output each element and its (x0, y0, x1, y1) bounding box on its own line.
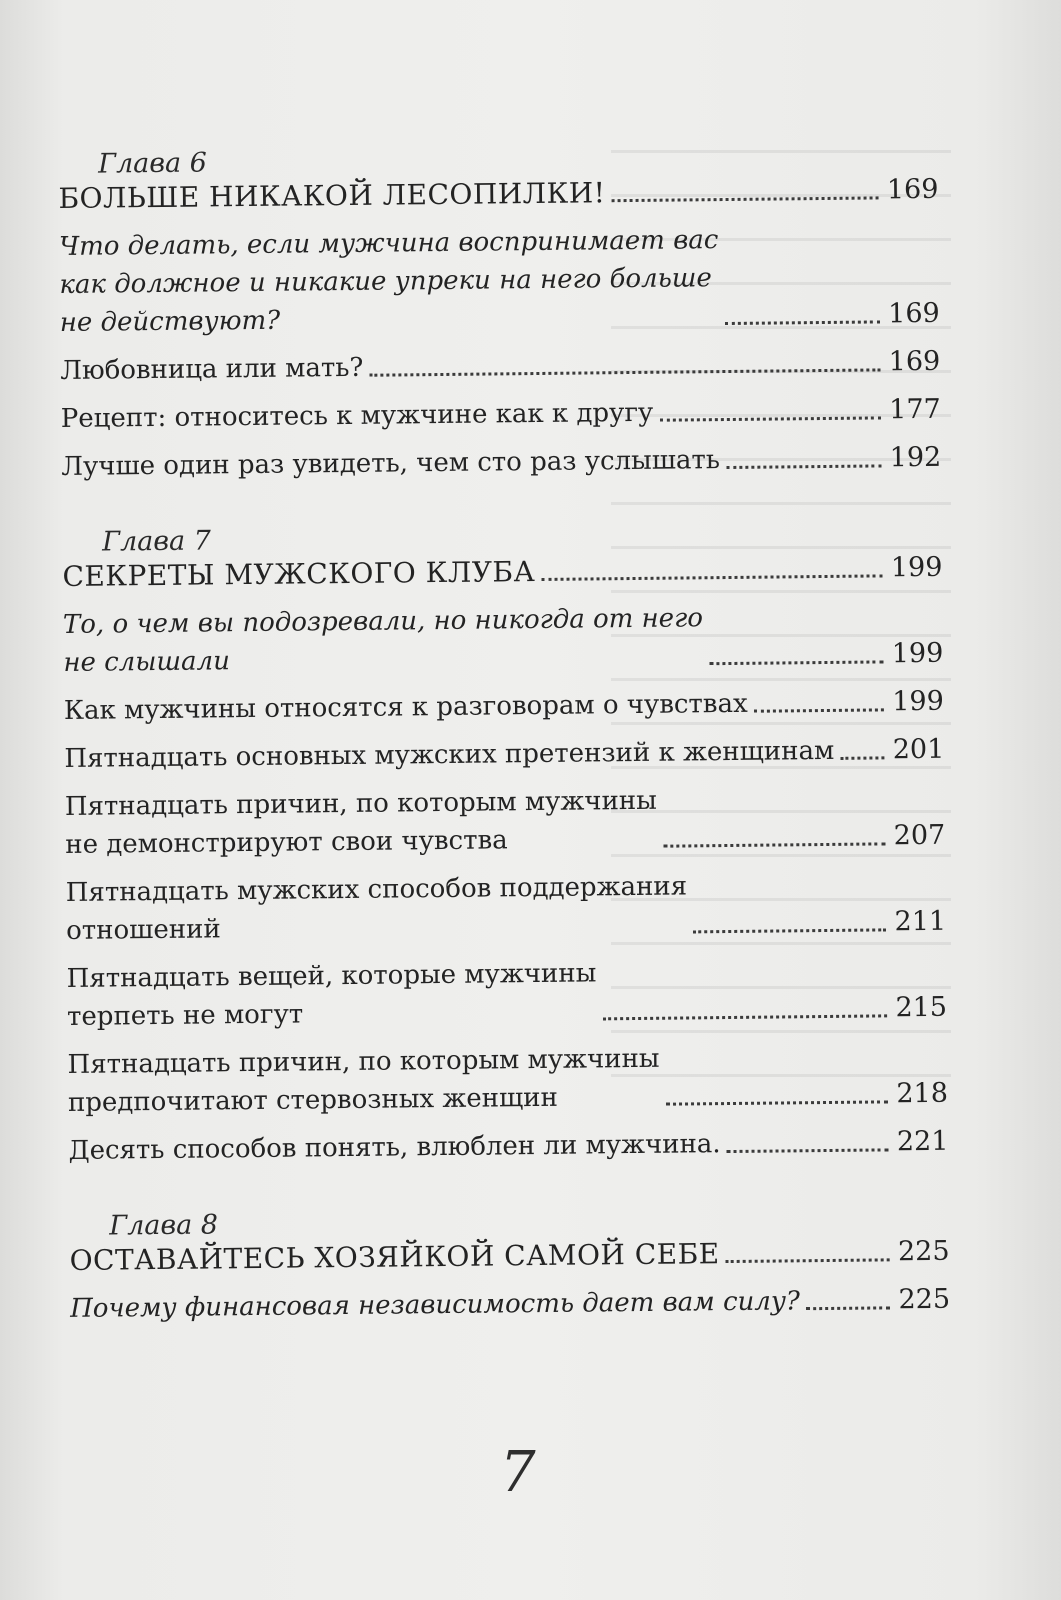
chapter-8 (69, 1203, 950, 1328)
toc-entry (64, 731, 944, 778)
page-ref: 215 (895, 991, 948, 1024)
dot-leader (726, 1258, 890, 1263)
toc-entry (66, 951, 947, 1036)
chapter-label: Глава 8 (109, 1209, 219, 1242)
dot-leader (709, 660, 883, 665)
chapter-label: Глава 6 (97, 147, 208, 180)
dot-leader (727, 1148, 889, 1153)
dot-leader (726, 464, 881, 469)
dot-leader (541, 574, 882, 581)
chapter-6 (58, 141, 941, 486)
entry-text: Рецепт: относитесь к мужчине как к другу (60, 397, 654, 434)
chapter-title-row (58, 171, 938, 218)
toc-entry (61, 391, 941, 438)
entry-text: То, о чем вы подозревали, но никогда от него не слышали (62, 603, 704, 678)
chapter-title-row (62, 549, 942, 596)
entry-text: Пятнадцать причин, по которым мужчины предпочитают стервозных женщин (67, 1043, 660, 1118)
entry-text: Пятнадцать основных мужских претензий к женщинам (64, 735, 835, 774)
page-ref: 169 (888, 345, 941, 378)
toc-entry (66, 865, 947, 950)
toc-entry (63, 597, 944, 682)
chapter-title: БОЛЬШЕ НИКАКОЙ ЛЕСОПИЛКИ! (58, 176, 606, 215)
chapter-title: СЕКРЕТЫ МУЖСКОГО КЛУБА (62, 555, 536, 593)
page-ref: 199 (890, 551, 943, 584)
page-ref: 169 (886, 173, 939, 206)
page-ref: 199 (891, 637, 944, 670)
page-ref: 207 (893, 819, 946, 852)
page-ref: 211 (894, 905, 947, 938)
page-ref: 225 (898, 1283, 951, 1316)
chapter-7 (62, 519, 949, 1170)
entry-text: Как мужчины относятся к разговорам о чувствах (63, 688, 748, 726)
toc-entry (64, 683, 944, 730)
page-ref: 192 (889, 441, 942, 474)
page-ref: 199 (892, 685, 944, 718)
page-number: 7 (500, 1440, 536, 1505)
page-ref: 221 (896, 1125, 949, 1158)
dot-leader (806, 1306, 890, 1310)
page-ref: 218 (896, 1077, 949, 1110)
dot-leader (659, 416, 881, 421)
toc-entry (68, 1123, 948, 1170)
toc-entry (65, 779, 946, 864)
page-ref: 225 (897, 1235, 950, 1268)
dot-leader (663, 842, 885, 847)
entry-text: Пятнадцать вещей, которые мужчины терпеть не могут (66, 958, 597, 1032)
dot-leader (369, 368, 880, 376)
toc-entry (61, 439, 941, 486)
entry-text: Пятнадцать мужских способов поддержания отношений (65, 871, 688, 946)
dot-leader (840, 756, 884, 759)
dot-leader (611, 196, 878, 202)
dot-leader (725, 320, 880, 325)
chapter-title-row (69, 1233, 949, 1280)
dot-leader (666, 1100, 888, 1105)
toc-entry (70, 1281, 950, 1328)
page-ref: 169 (888, 297, 940, 330)
entry-text: Что делать, если мужчина воспринимает вас как должное и никакие упреки на него больше не действуют? (58, 225, 719, 338)
dot-leader (603, 1014, 887, 1020)
table-of-contents (58, 141, 951, 1370)
entry-text: Десять способов понять, влюблен ли мужчина. (68, 1129, 721, 1166)
entry-text: Пятнадцать причин, по которым мужчины не демонстрируют свои чувства (64, 785, 658, 860)
page-ref: 177 (889, 393, 941, 426)
entry-text: Почему финансовая независимость дает вам силу? (69, 1286, 801, 1324)
entry-text: Лучше один раз увидеть, чем сто раз услышать (61, 445, 721, 482)
chapter-label: Глава 7 (101, 525, 212, 558)
entry-text: Любовница или мать? (60, 352, 364, 386)
toc-entry (60, 343, 940, 390)
dot-leader (754, 708, 884, 712)
page-ref: 201 (892, 733, 945, 766)
toc-entry (67, 1037, 948, 1122)
dot-leader (694, 928, 887, 933)
chapter-title: ОСТАВАЙТЕСЬ ХОЗЯЙКОЙ САМОЙ СЕБЕ (69, 1237, 720, 1277)
toc-entry (59, 219, 940, 342)
